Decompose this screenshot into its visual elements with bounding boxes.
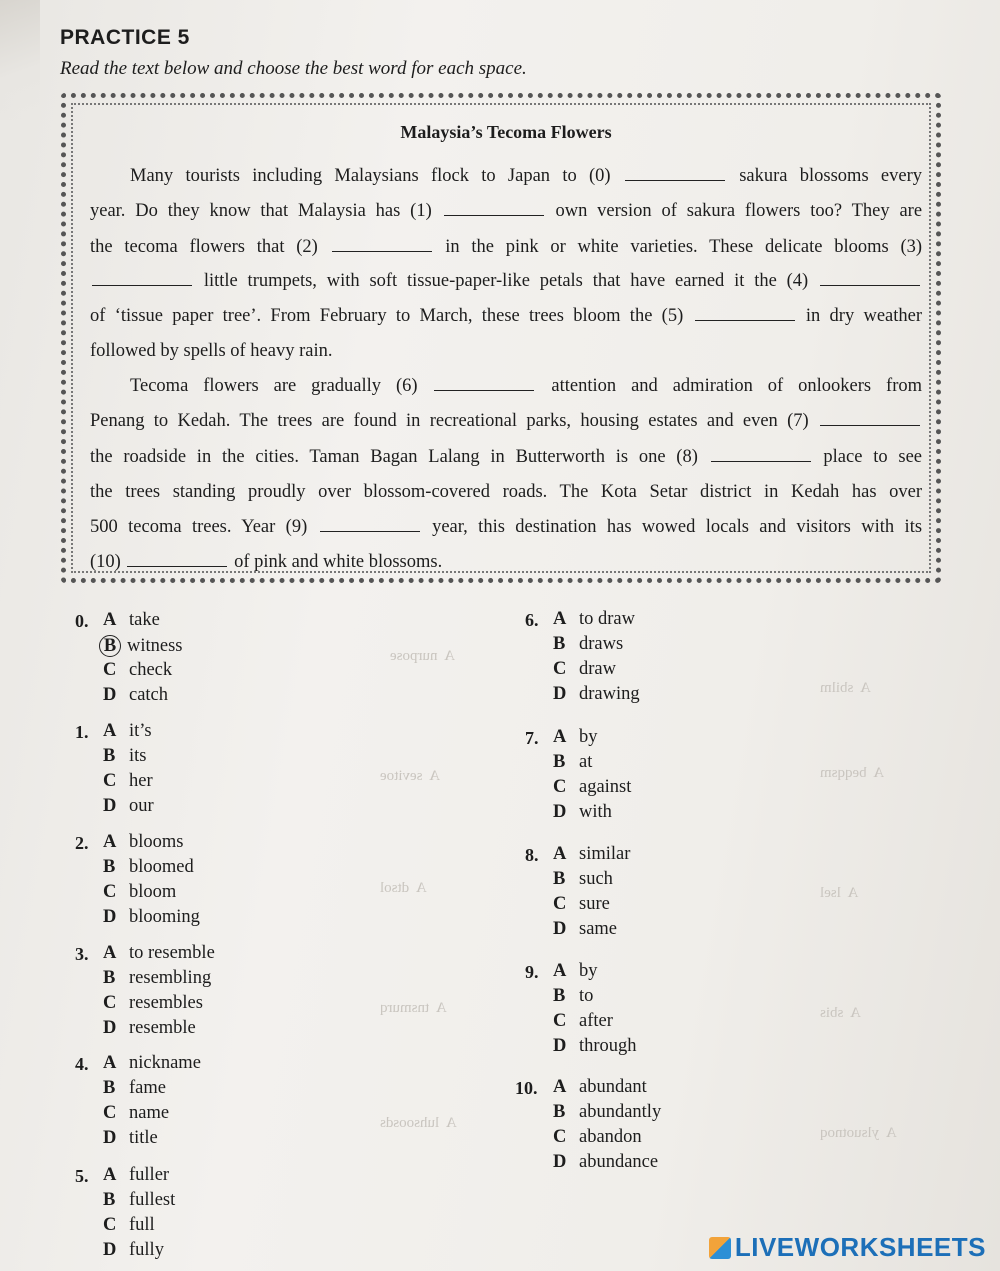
passage-line bbox=[90, 411, 922, 432]
answer-option[interactable] bbox=[553, 844, 630, 865]
option-letter: A bbox=[103, 721, 117, 741]
option-letter: D bbox=[553, 919, 567, 939]
answer-option[interactable] bbox=[103, 1053, 201, 1074]
option-letter: D bbox=[553, 684, 567, 704]
answer-blank[interactable] bbox=[127, 552, 227, 567]
answer-blank[interactable] bbox=[625, 166, 725, 181]
option-text: with bbox=[579, 802, 612, 822]
answer-option[interactable] bbox=[103, 1165, 169, 1186]
answer-option[interactable] bbox=[103, 660, 172, 681]
option-text: catch bbox=[129, 685, 169, 705]
option-letter: B bbox=[103, 857, 116, 877]
option-text: bloomed bbox=[129, 857, 194, 877]
passage-text: the tecoma flowers that (2) bbox=[90, 237, 318, 257]
liveworksheets-logo-text: LIVEWORKSHEETS bbox=[734, 1232, 986, 1262]
answer-option[interactable] bbox=[553, 986, 593, 1007]
option-letter: C bbox=[103, 882, 117, 902]
option-text: through bbox=[579, 1036, 637, 1056]
passage-text: sakura blossoms every bbox=[739, 166, 923, 186]
option-text: resembling bbox=[129, 968, 212, 988]
page-title: PRACTICE 5 bbox=[60, 26, 190, 49]
passage-text: attention and admiration of onlookers from bbox=[551, 376, 923, 396]
option-letter: C bbox=[103, 1215, 117, 1235]
passage-text: 500 tecoma trees. Year (9) bbox=[90, 517, 308, 537]
option-text: draws bbox=[579, 634, 624, 654]
option-text: title bbox=[129, 1128, 158, 1148]
question-number: 2. bbox=[75, 833, 89, 853]
question-number: 7. bbox=[525, 728, 539, 748]
answer-option[interactable] bbox=[103, 796, 154, 817]
option-text: by bbox=[579, 727, 598, 747]
option-letter: C bbox=[553, 777, 567, 797]
option-text: take bbox=[129, 610, 160, 630]
option-letter: B bbox=[553, 752, 566, 772]
question-number: 4. bbox=[75, 1054, 89, 1074]
answer-option[interactable] bbox=[553, 752, 592, 773]
passage-text: the roadside in the cities. Taman Bagan Lalang in Butterworth is one (8) bbox=[90, 447, 698, 467]
option-text: full bbox=[129, 1215, 155, 1235]
show-through-text: A beqqsm bbox=[820, 765, 885, 781]
option-text: such bbox=[579, 869, 613, 889]
option-letter: A bbox=[103, 1165, 117, 1185]
option-text: draw bbox=[579, 659, 616, 679]
answer-blank[interactable] bbox=[711, 447, 811, 462]
option-letter: A bbox=[103, 1053, 117, 1073]
answer-option[interactable] bbox=[103, 1128, 158, 1149]
option-letter: D bbox=[103, 1018, 117, 1038]
question-number: 9. bbox=[525, 962, 539, 982]
option-text: sure bbox=[579, 894, 610, 914]
passage-text: of pink and white blossoms. bbox=[234, 552, 443, 572]
answer-option[interactable] bbox=[553, 1102, 661, 1123]
option-letter: B bbox=[103, 746, 116, 766]
selected-option-letter: B bbox=[99, 635, 121, 657]
option-letter: A bbox=[553, 961, 567, 981]
passage-text: Many tourists including Malaysians flock to Japan to (0) bbox=[130, 166, 611, 186]
answer-option[interactable] bbox=[553, 1152, 658, 1173]
passage-text: (10) bbox=[90, 552, 121, 572]
option-letter: C bbox=[103, 771, 117, 791]
option-text: at bbox=[579, 752, 593, 772]
answer-option[interactable] bbox=[553, 961, 598, 982]
answer-blank[interactable] bbox=[820, 411, 920, 426]
option-text: after bbox=[579, 1011, 613, 1031]
passage-line bbox=[90, 517, 922, 538]
answer-option[interactable] bbox=[553, 609, 635, 630]
page-fold-shadow bbox=[0, 0, 40, 120]
question-number: 10. bbox=[515, 1078, 538, 1098]
answer-option[interactable] bbox=[103, 943, 215, 964]
option-letter: A bbox=[553, 727, 567, 747]
option-letter: B bbox=[553, 986, 566, 1006]
passage-text: the trees standing proudly over blossom-covered roads. The Kota Setar district in Kedah has over bbox=[90, 482, 922, 502]
option-text: its bbox=[129, 746, 147, 766]
option-text: drawing bbox=[579, 684, 640, 704]
passage-text: little trumpets, with soft tissue-paper-like petals that have earned it the (4) bbox=[203, 271, 809, 291]
option-text: against bbox=[579, 777, 632, 797]
option-text: to bbox=[579, 986, 594, 1006]
answer-blank[interactable] bbox=[695, 306, 795, 321]
passage-text: place to see bbox=[823, 447, 922, 467]
answer-option[interactable] bbox=[103, 1190, 175, 1211]
option-text: name bbox=[129, 1103, 170, 1123]
option-letter: C bbox=[553, 659, 567, 679]
answer-blank[interactable] bbox=[320, 517, 420, 532]
option-text: our bbox=[129, 796, 154, 816]
answer-option[interactable] bbox=[103, 993, 203, 1014]
passage-text: in the pink or white varieties. These delicate blooms (3) bbox=[445, 237, 923, 257]
answer-option[interactable] bbox=[553, 634, 623, 655]
passage-text: in dry weather bbox=[805, 306, 923, 326]
option-letter: A bbox=[553, 609, 567, 629]
option-text: it’s bbox=[129, 721, 152, 741]
answer-option[interactable] bbox=[103, 1018, 196, 1039]
passage-text: own version of sakura flowers too? They are bbox=[555, 201, 923, 221]
option-letter: C bbox=[103, 1103, 117, 1123]
option-text: her bbox=[129, 771, 153, 791]
passage-text: Penang to Kedah. The trees are found in recreational parks, housing estates and even (7) bbox=[90, 411, 809, 431]
show-through-text: A tnsmurq bbox=[380, 1000, 447, 1016]
option-text: blooms bbox=[129, 832, 184, 852]
answer-blank[interactable] bbox=[434, 376, 534, 391]
option-text: resemble bbox=[129, 1018, 196, 1038]
passage-text: followed by spells of heavy rain. bbox=[90, 341, 333, 361]
answer-option[interactable] bbox=[553, 659, 616, 680]
answer-option[interactable] bbox=[103, 610, 160, 631]
answer-option[interactable] bbox=[103, 1215, 155, 1236]
passage-line bbox=[90, 166, 922, 187]
instruction-text: Read the text below and choose the best word for each space. bbox=[60, 58, 527, 79]
answer-option[interactable] bbox=[553, 1011, 613, 1032]
show-through-text: A lsel bbox=[820, 885, 859, 901]
option-text: fully bbox=[129, 1240, 164, 1260]
show-through-text: A dtsol bbox=[380, 880, 427, 896]
answer-option[interactable] bbox=[103, 1078, 166, 1099]
option-text: abundant bbox=[579, 1077, 647, 1097]
option-letter: C bbox=[103, 993, 117, 1013]
answer-option[interactable] bbox=[553, 869, 613, 890]
option-letter: D bbox=[103, 1240, 117, 1260]
option-text: fuller bbox=[129, 1165, 170, 1185]
answer-option[interactable] bbox=[553, 1036, 637, 1057]
answer-option[interactable] bbox=[553, 777, 631, 798]
question-number: 0. bbox=[75, 611, 89, 631]
passage-text: Tecoma flowers are gradually (6) bbox=[130, 376, 418, 396]
option-letter: A bbox=[553, 844, 567, 864]
option-text: same bbox=[579, 919, 618, 939]
show-through-text: A nurpose bbox=[390, 648, 455, 664]
answer-option[interactable] bbox=[103, 907, 200, 928]
answer-option[interactable] bbox=[553, 919, 617, 940]
answer-blank[interactable] bbox=[444, 201, 544, 216]
answer-option[interactable] bbox=[103, 771, 153, 792]
option-text: abandon bbox=[579, 1127, 642, 1147]
option-letter: B bbox=[103, 1078, 116, 1098]
option-letter: A bbox=[103, 943, 117, 963]
question-number: 6. bbox=[525, 610, 539, 630]
option-letter: B bbox=[553, 634, 566, 654]
option-letter: D bbox=[103, 796, 117, 816]
option-letter: D bbox=[103, 907, 117, 927]
option-text: to resemble bbox=[129, 943, 215, 963]
option-letter: B bbox=[103, 1190, 116, 1210]
answer-option[interactable] bbox=[553, 727, 598, 748]
option-letter: B bbox=[553, 1102, 566, 1122]
option-text: similar bbox=[579, 844, 631, 864]
answer-option[interactable] bbox=[103, 832, 183, 853]
passage-text: year. Do they know that Malaysia has (1) bbox=[90, 201, 432, 221]
question-number: 8. bbox=[525, 845, 539, 865]
show-through-text: A sbilm bbox=[820, 680, 871, 696]
question-number: 1. bbox=[75, 722, 89, 742]
option-text: blooming bbox=[129, 907, 200, 927]
option-text: abundance bbox=[579, 1152, 659, 1172]
show-through-text: A luhsoosds bbox=[380, 1115, 457, 1131]
passage-line bbox=[90, 552, 922, 573]
passage-line bbox=[90, 482, 922, 503]
option-text: fame bbox=[129, 1078, 166, 1098]
option-text: abundantly bbox=[579, 1102, 662, 1122]
answer-option[interactable] bbox=[103, 968, 211, 989]
option-letter: A bbox=[553, 1077, 567, 1097]
option-letter: D bbox=[103, 685, 117, 705]
show-through-text: A sbis bbox=[820, 1005, 861, 1021]
option-letter: C bbox=[103, 660, 117, 680]
passage-line bbox=[90, 376, 922, 397]
answer-option[interactable] bbox=[553, 1127, 642, 1148]
option-letter: D bbox=[553, 1152, 567, 1172]
option-letter: D bbox=[103, 1128, 117, 1148]
answer-option[interactable] bbox=[103, 721, 152, 742]
option-text: bloom bbox=[129, 882, 177, 902]
passage-text: year, this destination has wowed locals and visitors with its bbox=[432, 517, 923, 537]
option-letter: D bbox=[553, 1036, 567, 1056]
answer-option[interactable] bbox=[553, 802, 612, 823]
liveworksheets-logo-icon bbox=[709, 1237, 731, 1259]
answer-option[interactable] bbox=[103, 685, 168, 706]
option-text: to draw bbox=[579, 609, 635, 629]
option-text: nickname bbox=[129, 1053, 201, 1073]
liveworksheets-logo bbox=[709, 1232, 986, 1263]
option-letter: A bbox=[103, 832, 117, 852]
passage-line bbox=[90, 341, 922, 362]
option-letter: B bbox=[553, 869, 566, 889]
answer-option[interactable] bbox=[103, 1103, 169, 1124]
passage-line bbox=[90, 237, 922, 258]
option-text: resembles bbox=[129, 993, 203, 1013]
answer-option[interactable] bbox=[103, 857, 194, 878]
passage-line bbox=[90, 271, 922, 292]
option-letter: A bbox=[103, 610, 117, 630]
passage-line bbox=[90, 447, 922, 468]
answer-option[interactable] bbox=[103, 882, 176, 903]
option-letter: C bbox=[553, 1127, 567, 1147]
answer-blank[interactable] bbox=[92, 271, 192, 286]
question-number: 3. bbox=[75, 944, 89, 964]
answer-option[interactable] bbox=[553, 684, 640, 705]
show-through-text: A ylsuotnoq bbox=[820, 1125, 897, 1141]
answer-option[interactable] bbox=[103, 746, 146, 767]
option-letter: D bbox=[553, 802, 567, 822]
option-letter: C bbox=[553, 894, 567, 914]
passage-text: of ‘tissue paper tree’. From February to March, these trees bloom the (5) bbox=[90, 306, 684, 326]
option-letter: B bbox=[103, 968, 116, 988]
option-text: witness bbox=[127, 636, 183, 656]
passage-box bbox=[61, 93, 941, 583]
option-text: by bbox=[579, 961, 598, 981]
answer-option[interactable] bbox=[103, 1240, 164, 1261]
option-text: fullest bbox=[129, 1190, 176, 1210]
option-text: check bbox=[129, 660, 173, 680]
answer-blank[interactable] bbox=[332, 237, 432, 252]
question-number: 5. bbox=[75, 1166, 89, 1186]
passage-title: Malaysia’s Tecoma Flowers bbox=[400, 122, 612, 142]
show-through-text: A sevitoe bbox=[380, 768, 440, 784]
answer-blank[interactable] bbox=[820, 271, 920, 286]
answer-option[interactable] bbox=[103, 635, 183, 657]
answer-option[interactable] bbox=[553, 1077, 647, 1098]
passage-line bbox=[90, 201, 922, 222]
answer-option[interactable] bbox=[553, 894, 610, 915]
passage-line bbox=[90, 306, 922, 327]
option-letter: C bbox=[553, 1011, 567, 1031]
